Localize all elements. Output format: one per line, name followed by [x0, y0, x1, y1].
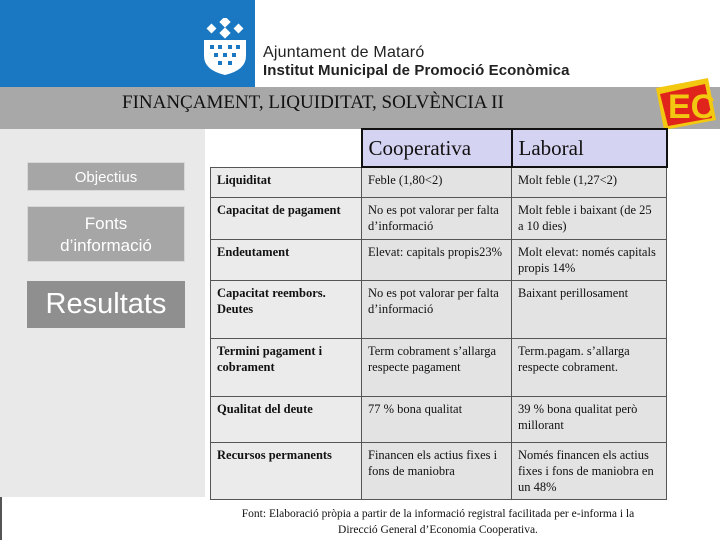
sidebar-edge-divider	[0, 497, 2, 540]
cell-laboral: Baixant perillosament	[512, 280, 667, 338]
row-label: Termini pagament i cobrament	[211, 338, 362, 396]
nav-item-resultats[interactable]: Resultats	[27, 281, 185, 328]
table-row	[211, 338, 667, 396]
comparison-table	[210, 128, 668, 500]
header-empty-cell	[211, 129, 362, 167]
source-footnote	[212, 506, 664, 538]
cell-laboral: Molt feble i baixant (de 25 a 10 dies)	[512, 197, 667, 239]
nav-fonts-line1: Fonts	[84, 214, 128, 233]
cell-cooperativa: Term cobrament s’allarga respecte pagament	[362, 338, 512, 396]
table-row	[211, 280, 667, 338]
cell-laboral: Term.pagam. s’allarga respecte cobrament.	[512, 338, 667, 396]
badge-label: EC	[668, 88, 716, 126]
row-label: Liquiditat	[211, 167, 362, 197]
cell-cooperativa: No es pot valorar per falta d’informació	[362, 197, 512, 239]
org-name-line2: Institut Municipal de Promoció Econòmica	[263, 62, 570, 79]
table-row	[211, 442, 667, 499]
nav-fonts-line2: d’informació	[60, 236, 152, 255]
column-header-cooperativa: Cooperativa	[362, 129, 512, 167]
nav-item-fonts-informacio[interactable]	[27, 206, 185, 262]
table-header-row	[211, 129, 667, 167]
cell-laboral: Molt feble (1,27<2)	[512, 167, 667, 197]
table-row	[211, 197, 667, 239]
table-row	[211, 239, 667, 280]
page-title: FINANÇAMENT, LIQUIDITAT, SOLVÈNCIA II	[122, 92, 504, 113]
ajuntament-logo-icon	[196, 18, 254, 76]
footnote-line2: Direcció General d’Economia Cooperativa.	[338, 524, 538, 536]
row-label: Recursos permanents	[211, 442, 362, 499]
nav-item-objectius[interactable]: Objectius	[27, 162, 185, 191]
cell-cooperativa: Feble (1,80<2)	[362, 167, 512, 197]
cell-laboral: Molt elevat: només capitals propis 14%	[512, 239, 667, 280]
cell-cooperativa: No es pot valorar per falta d’informació	[362, 280, 512, 338]
ec-badge-icon	[650, 72, 720, 132]
table-row	[211, 396, 667, 442]
cell-cooperativa: 77 % bona qualitat	[362, 396, 512, 442]
organization-name	[263, 44, 570, 80]
table-row	[211, 167, 667, 197]
row-label: Capacitat de pagament	[211, 197, 362, 239]
cell-cooperativa: Financen els actius fixes i fons de maniobra	[362, 442, 512, 499]
cell-cooperativa: Elevat: capitals propis23%	[362, 239, 512, 280]
row-label: Endeutament	[211, 239, 362, 280]
cell-laboral: Només financen els actius fixes i fons de maniobra en un 48%	[512, 442, 667, 499]
org-name-line1: Ajuntament de Mataró	[263, 44, 425, 61]
row-label: Qualitat del deute	[211, 396, 362, 442]
footnote-line1: Font: Elaboració pròpia a partir de la informació registral facilitada per e-informa i la	[241, 508, 635, 520]
cell-laboral: 39 % bona qualitat però millorant	[512, 396, 667, 442]
row-label: Capacitat reembors. Deutes	[211, 280, 362, 338]
column-header-laboral: Laboral	[512, 129, 667, 167]
